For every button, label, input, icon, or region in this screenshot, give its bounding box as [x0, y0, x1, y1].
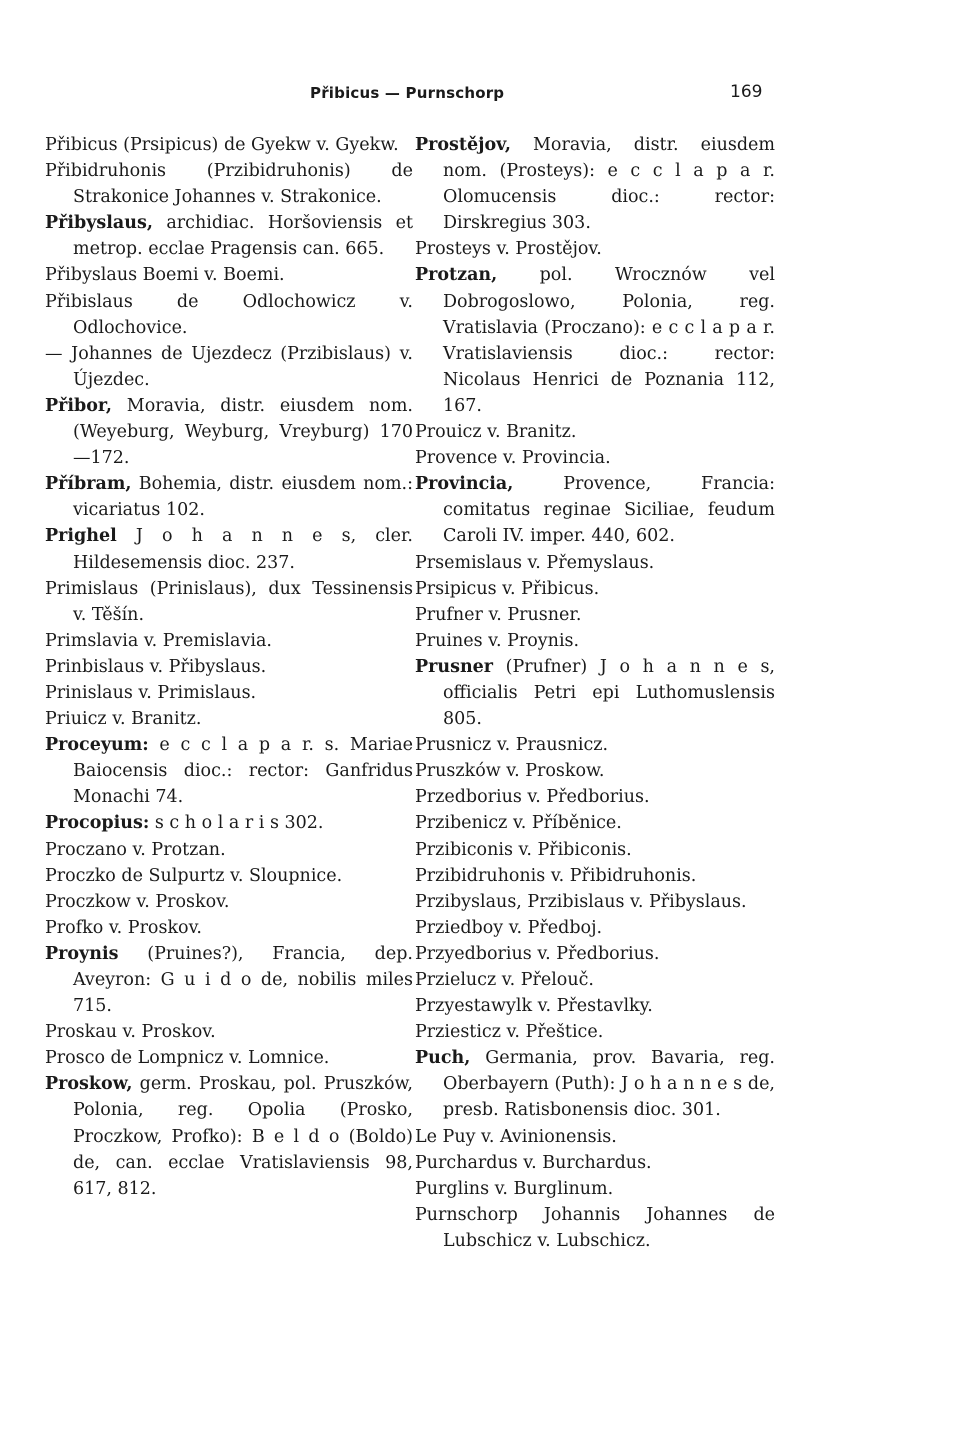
entry-headword: Procopius: — [45, 813, 150, 834]
entry-text: Prusnicz v. Prausnicz. — [415, 735, 609, 756]
entry-text: Přibyslaus Boemi v. Boemi. — [45, 265, 285, 286]
entry-headword: Protzan, — [415, 265, 498, 286]
index-entry — [415, 236, 775, 262]
entry-headword: Provincia, — [415, 474, 514, 495]
index-entry — [415, 732, 775, 758]
entry-text: Prufner v. Prusner. — [415, 604, 582, 625]
entry-headword: Přibyslaus, — [45, 213, 153, 234]
entry-text: — Johannes de Ujezdecz (Przibislaus) v. Újezdec. — [45, 343, 413, 390]
entry-headword: Příbram, — [45, 474, 132, 495]
index-entry — [415, 654, 775, 732]
entry-headword: Prighel — [45, 526, 117, 547]
entry-text: Proskau v. Proskov. — [45, 1022, 216, 1043]
index-entry — [415, 889, 775, 915]
entry-headword: Proskow, — [45, 1074, 133, 1095]
index-entry — [45, 810, 413, 836]
entry-text: Pruszków v. Proskow. — [415, 761, 605, 782]
index-entry — [415, 419, 775, 445]
entry-headword: Proynis — [45, 943, 119, 964]
entry-text: Przibenicz v. Příběnice. — [415, 813, 622, 834]
entry-text: Provence v. Provincia. — [415, 448, 611, 469]
entry-headword: Přibor, — [45, 395, 112, 416]
right-column — [415, 132, 775, 1254]
index-entry — [415, 471, 775, 549]
index-entry — [415, 445, 775, 471]
entry-text: Prziedboy v. Předboj. — [415, 917, 603, 938]
index-entry — [45, 289, 413, 341]
index-entry — [415, 915, 775, 941]
index-entry — [415, 1150, 775, 1176]
entry-headword: Puch, — [415, 1048, 471, 1069]
entry-text: Pruines v. Proynis. — [415, 630, 580, 651]
entry-text: Germania, prov. Bavaria, reg. Oberbayern (Puth): J o h a n n e s de, presb. Ratisbonensis dioc. 301. — [443, 1048, 775, 1121]
index-entry — [415, 628, 775, 654]
entry-text: Přibidruhonis (Przibidruhonis) de Strakonice Johannes v. Strakonice. — [45, 161, 413, 208]
index-entry — [45, 393, 413, 471]
index-entry — [415, 810, 775, 836]
entry-text: Purchardus v. Burchardus. — [415, 1152, 652, 1173]
entry-headword: Proceyum: — [45, 735, 149, 756]
index-entry — [45, 680, 413, 706]
index-entry — [415, 758, 775, 784]
entry-text: s c h o l a r i s 302. — [149, 813, 324, 834]
index-entry — [45, 915, 413, 941]
entry-text: J o h a n n e s, cler. Hildesemensis dioc. 237. — [73, 526, 413, 573]
entry-text: Moravia, distr. eiusdem nom. (Prosteys): e c c l a p a r. Olomucensis dioc.: rector: Dirskregius 303. — [443, 135, 775, 234]
index-entry — [45, 941, 413, 1019]
index-entry — [45, 863, 413, 889]
index-entry — [415, 262, 775, 419]
entry-text: Prosco de Lompnicz v. Lomnice. — [45, 1048, 330, 1069]
index-entry — [45, 1071, 413, 1201]
entry-text: Przibidruhonis v. Přibidruhonis. — [415, 865, 697, 886]
index-entry — [45, 523, 413, 575]
entry-text: Provence, Francia: comitatus reginae Siciliae, feudum Caroli IV. imper. 440, 602. — [443, 474, 775, 547]
entry-text: germ. Proskau, pol. Pruszków, Polonia, reg. Opolia (Prosko, Proczkow, Profko): B e l d o (Boldo) de, can. ecclae Vratislaviensis 98, 617, 812. — [73, 1074, 413, 1199]
index-entry — [45, 576, 413, 628]
index-entry — [415, 1019, 775, 1045]
entry-text: Přibislaus de Odlochowicz v. Odlochovice. — [45, 291, 413, 338]
index-entry — [45, 132, 413, 158]
entry-text: Purglins v. Burglinum. — [415, 1178, 614, 1199]
entry-text: Profko v. Proskov. — [45, 917, 202, 938]
index-entry — [45, 1019, 413, 1045]
entry-text: Primislaus (Prinislaus), dux Tessinensis v. Těšín. — [45, 578, 413, 625]
index-entry — [415, 993, 775, 1019]
entry-text: Prsemislaus v. Přemyslaus. — [415, 552, 655, 573]
index-entry — [415, 550, 775, 576]
entry-text: Primslavia v. Premislavia. — [45, 630, 272, 651]
entry-text: pol. Wroczn​ów vel Dobrogoslowo, Polonia, reg. Vratislavia (Proczano): e c c l a p a r. Vratislaviensis dioc.: rector: Nicolaus Henrici de Poznania 112, 167. — [443, 265, 775, 416]
index-entry — [45, 158, 413, 210]
index-entry — [415, 576, 775, 602]
index-entry — [415, 602, 775, 628]
entry-text: Purnschorp Johannis Johannes de Lubschicz v. Lubschicz. — [415, 1204, 775, 1251]
index-entry — [45, 262, 413, 288]
index-entry — [45, 654, 413, 680]
entry-text: Přibicus (Prsipicus) de Gyekw v. Gyekw. — [45, 135, 399, 155]
entry-text: archidiac. Horšoviensis et metrop. ecclae Pragensis can. 665. — [73, 213, 413, 260]
running-title: Přibicus — Purnschorp — [310, 84, 505, 102]
index-entry — [45, 732, 413, 810]
entry-headword: Prusner — [415, 656, 494, 677]
entry-text: Przibiconis v. Přibiconis. — [415, 839, 632, 860]
entry-text: Moravia, distr. eiusdem nom. (Weyeburg, Weyburg, Vreyburg) 170—172. — [73, 395, 413, 469]
page-number: 169 — [730, 82, 763, 102]
left-column — [45, 132, 413, 1202]
entry-text: Przibyslaus, Przibislaus v. Přibyslaus. — [415, 891, 747, 912]
entry-text: (Pruines?), Francia, dep. Aveyron: G u i d o de, nobilis miles 715. — [73, 943, 413, 1017]
index-entry — [415, 1176, 775, 1202]
index-entry — [415, 784, 775, 810]
index-entry — [45, 706, 413, 732]
entry-headword: Prostějov, — [415, 135, 511, 155]
entry-text: Proczkow v. Proskov. — [45, 891, 230, 912]
index-entry — [415, 941, 775, 967]
entry-text: Prinbislaus v. Přibyslaus. — [45, 656, 267, 677]
index-entry — [415, 1045, 775, 1123]
entry-text: Prsipicus v. Přibicus. — [415, 578, 600, 599]
entry-text: Przielucz v. Přelouč. — [415, 970, 594, 990]
entry-text: Przedborius v. Předborius. — [415, 787, 650, 808]
index-entry — [45, 341, 413, 393]
index-entry — [415, 837, 775, 863]
entry-text: Prosteys v. Prostějov. — [415, 239, 602, 260]
entry-text: Prouicz v. Branitz. — [415, 422, 577, 443]
entry-text: Priuicz v. Branitz. — [45, 709, 202, 730]
index-entry — [45, 889, 413, 915]
index-entry — [45, 1045, 413, 1071]
index-entry — [415, 967, 775, 993]
entry-text: Le Puy v. Avinionensis. — [415, 1126, 617, 1147]
index-entry — [415, 863, 775, 889]
entry-text: Przyedborius v. Předborius. — [415, 943, 660, 964]
entry-text: Proczano v. Protzan. — [45, 839, 226, 860]
index-entry — [45, 837, 413, 863]
entry-text: Przyestawylk v. Přestavlky. — [415, 996, 653, 1017]
index-entry — [415, 132, 775, 236]
entry-text: Prziesticz v. Přeštice. — [415, 1022, 604, 1043]
index-entry — [45, 471, 413, 523]
index-entry — [45, 210, 413, 262]
entry-text: Bohemia, distr. eiusdem nom.: vicariatus 102. — [73, 474, 413, 521]
entry-text: Prinislaus v. Primislaus. — [45, 682, 257, 703]
index-entry — [45, 628, 413, 654]
entry-text: (Prufner) J o h a n n e s, officialis Petri epi Luthomuslensis 805. — [443, 656, 775, 730]
entry-text: e c c l a p a r. s. Mariae Baiocensis dioc.: rector: Ganfridus Monachi 74. — [73, 735, 413, 808]
index-entry — [415, 1124, 775, 1150]
entry-text: Proczko de Sulpurtz v. Sloupnice. — [45, 865, 343, 886]
index-entry — [415, 1202, 775, 1254]
